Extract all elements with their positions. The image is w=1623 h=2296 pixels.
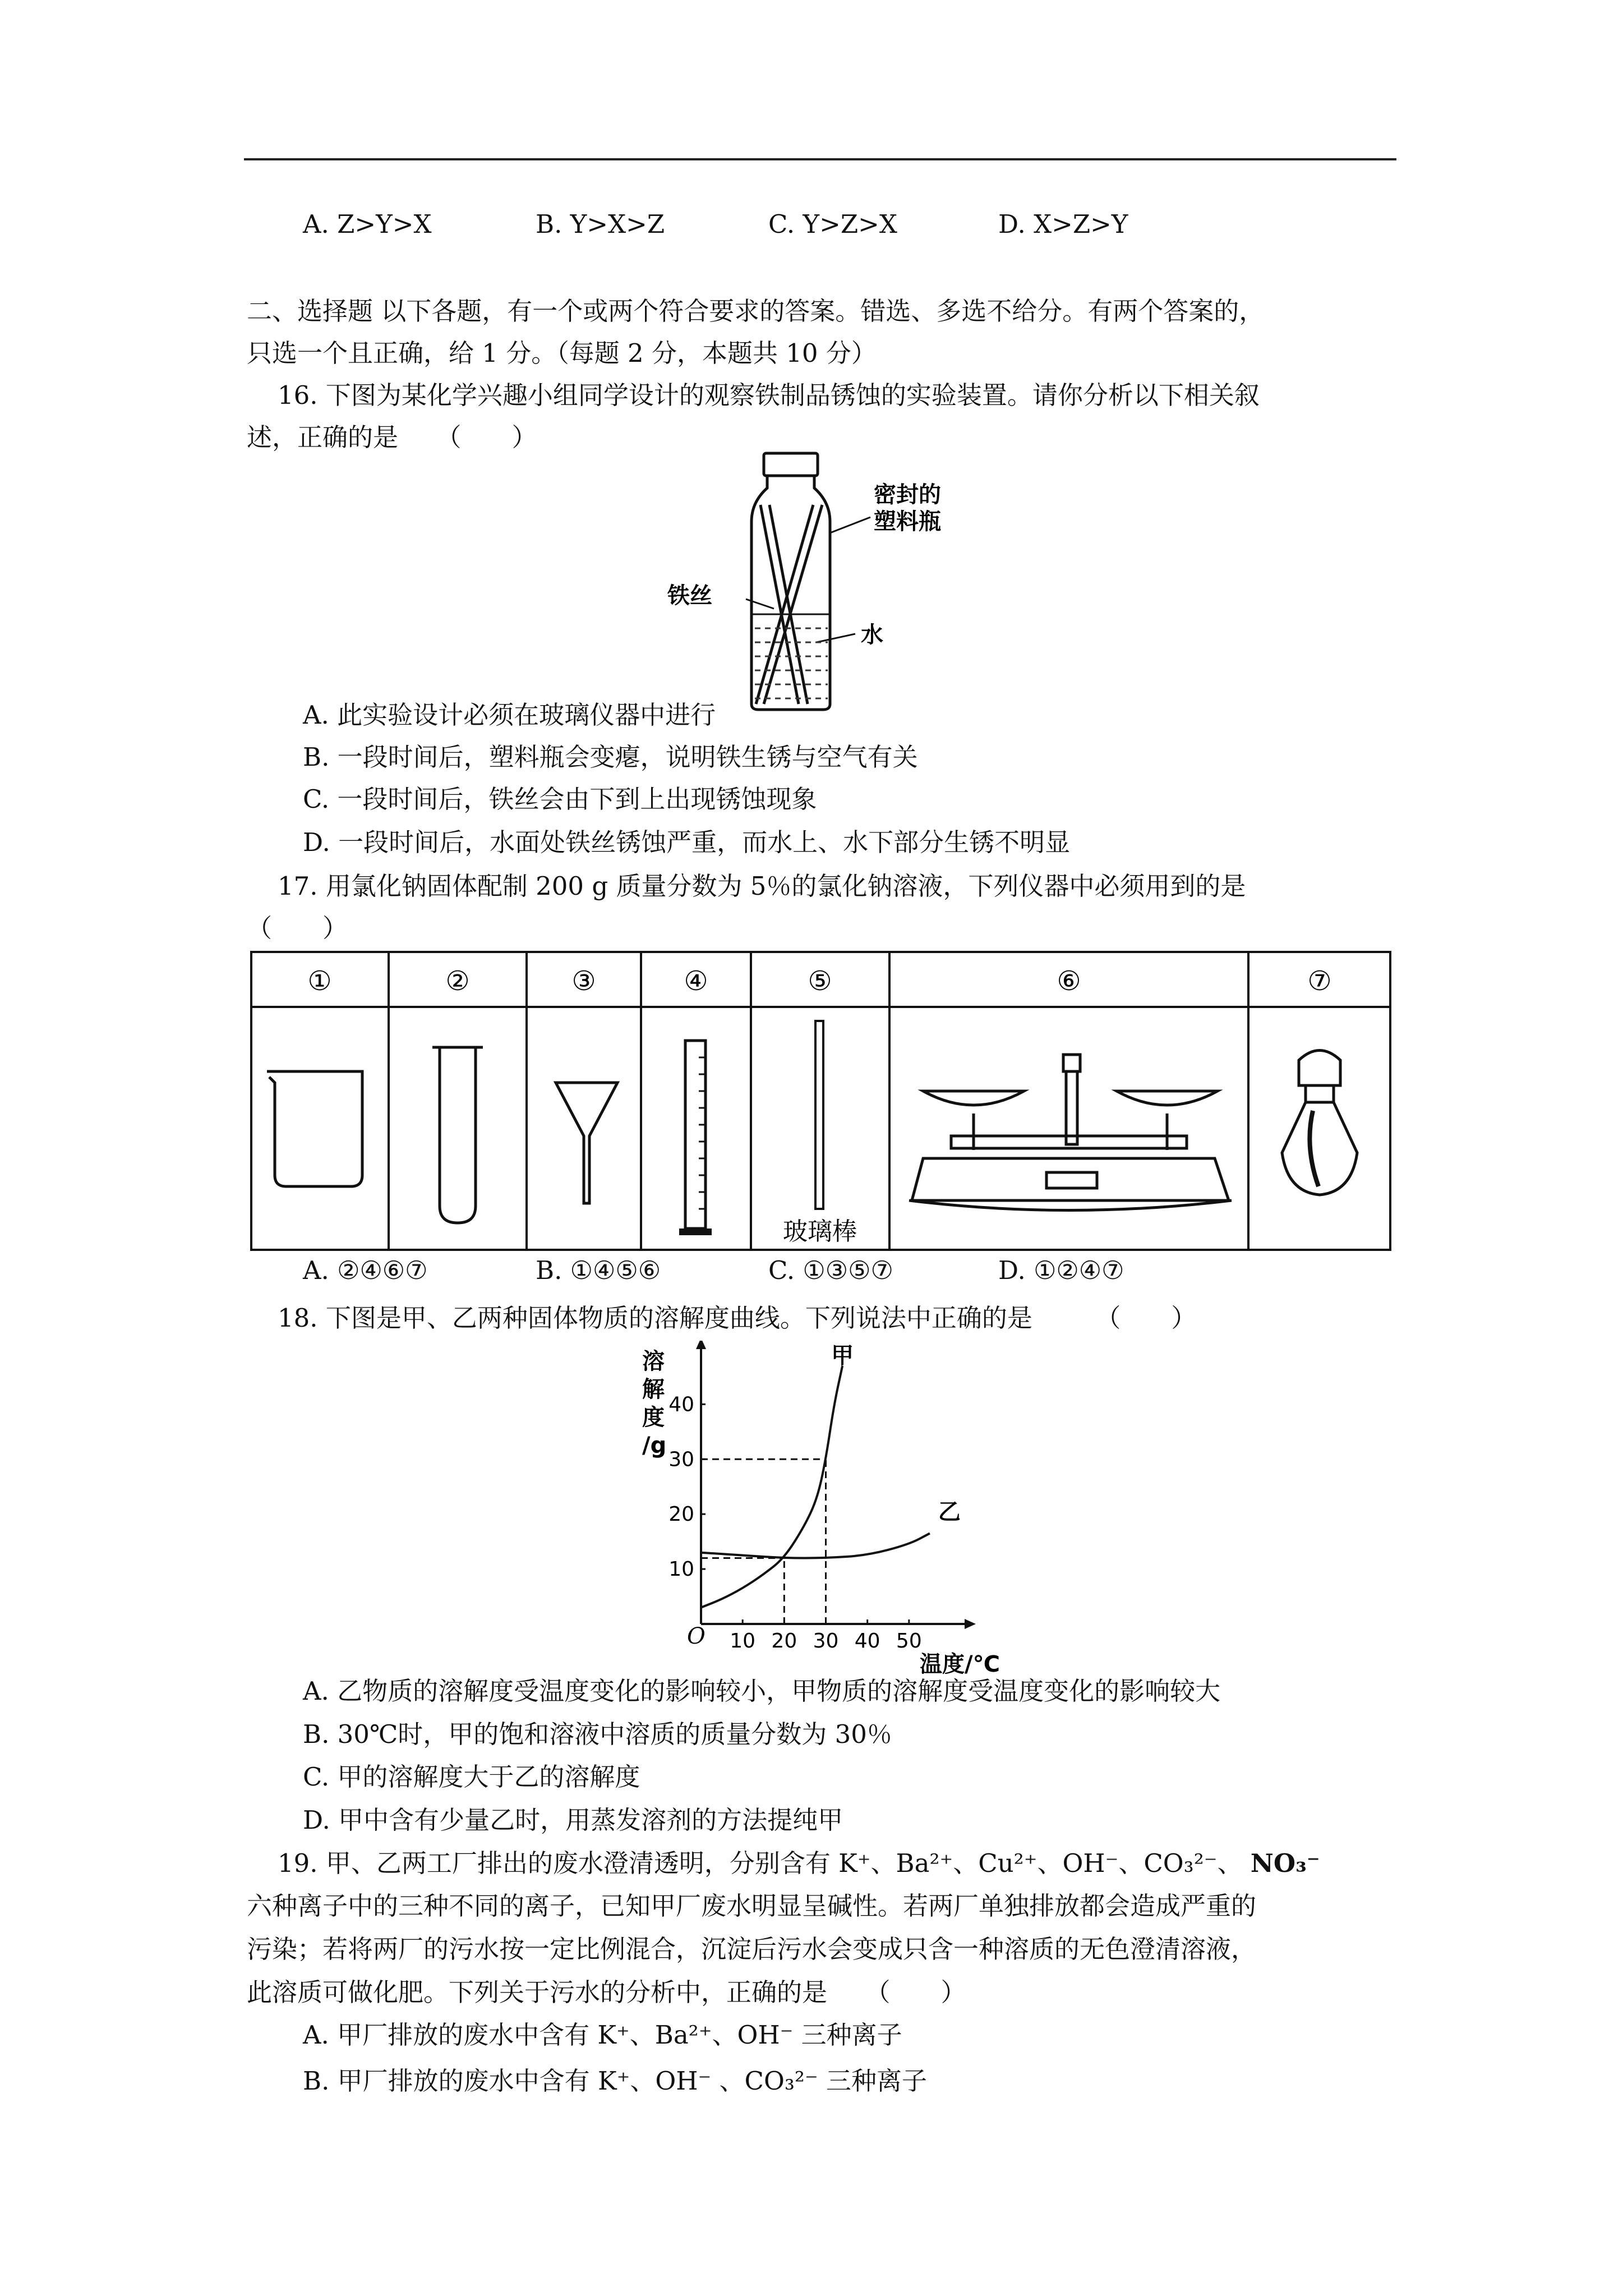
origin-label: O xyxy=(687,1623,706,1649)
iron-wire-2b xyxy=(756,505,813,704)
alcohol-lamp-icon xyxy=(1282,1051,1357,1195)
y-tick-label-20: 20 xyxy=(668,1503,694,1526)
q16-option-a: A. 此实验设计必须在玻璃仪器中进行 xyxy=(303,700,716,730)
q18-stem: 18. 下图是甲、乙两种固体物质的溶解度曲线。下列说法中正确的是 （ ） xyxy=(278,1303,1197,1333)
header-4: ④ xyxy=(684,965,708,997)
y-tick-label-40: 40 xyxy=(668,1393,694,1416)
x-axis-arrow xyxy=(965,1619,976,1629)
test-tube-icon xyxy=(432,1047,483,1223)
beaker-icon xyxy=(267,1071,362,1186)
header-6: ⑥ xyxy=(1057,965,1081,997)
q19-option-b: B. 甲厂排放的废水中含有 K⁺、OH⁻ 、CO₃²⁻ 三种离子 xyxy=(303,2066,928,2096)
glass-rod-label: 玻璃棒 xyxy=(783,1217,857,1246)
ylabel-char-2: 解 xyxy=(642,1377,665,1402)
q16-bottle-figure xyxy=(662,449,965,712)
y-tick-label-30: 30 xyxy=(668,1448,694,1471)
q17-option-d: D. ①②④⑦ xyxy=(998,1255,1124,1285)
q17-option-b: B. ①④⑤⑥ xyxy=(536,1255,661,1285)
q19-stem-line2: 六种离子中的三种不同的离子，已知甲厂废水明显呈碱性。若两厂单独排放都会造成严重的 xyxy=(247,1891,1257,1921)
y-tick-label-10: 10 xyxy=(668,1558,694,1581)
top-rule xyxy=(244,158,1396,160)
ylabel-char-3: 度 xyxy=(642,1405,665,1430)
solubility-chart xyxy=(634,1341,1015,1677)
bottle-label-1: 密封的 xyxy=(874,482,941,508)
ylabel-char-1: 溶 xyxy=(642,1349,665,1374)
q19-stem-line3: 污染；若将两厂的污水按一定比例混合，沉淀后污水会变成只含一种溶质的无色澄清溶液， xyxy=(247,1934,1257,1964)
glass-rod-icon xyxy=(815,1021,823,1209)
y-axis-arrow xyxy=(696,1341,706,1349)
prev-option-c: C. Y>Z>X xyxy=(768,209,897,239)
q19-option-a: A. 甲厂排放的废水中含有 K⁺、Ba²⁺、OH⁻ 三种离子 xyxy=(303,2020,902,2050)
q19-ions-text: 19. 甲、乙两工厂排出的废水澄清透明，分别含有 K⁺、Ba²⁺、Cu²⁺、OH⁻、CO₃²⁻、 xyxy=(278,1848,1243,1878)
q16-stem-line1: 16. 下图为某化学兴趣小组同学设计的观察铁制品锈蚀的实验装置。请你分析以下相关叙 xyxy=(278,380,1260,410)
q17-stem-line2: （ ） xyxy=(247,913,348,943)
bottle-cap xyxy=(764,453,818,476)
q19-nitrate: NO₃⁻ xyxy=(1250,1848,1320,1878)
q18-option-d: D. 甲中含有少量乙时，用蒸发溶剂的方法提纯甲 xyxy=(303,1805,843,1835)
prev-option-d: D. X>Z>Y xyxy=(998,209,1128,239)
q18-option-c: C. 甲的溶解度大于乙的溶解度 xyxy=(303,1762,640,1792)
q19-stem-line4: 此溶质可做化肥。下列关于污水的分析中，正确的是 （ ） xyxy=(247,1977,966,2007)
series-line-1 xyxy=(701,1533,930,1558)
x-tick-label-40: 40 xyxy=(854,1630,880,1653)
header-7: ⑦ xyxy=(1307,965,1332,997)
series-line-0 xyxy=(701,1366,842,1608)
q16-option-c: C. 一段时间后，铁丝会由下到上出现锈蚀现象 xyxy=(303,784,817,814)
x-tick-label-10: 10 xyxy=(730,1630,756,1653)
iron-wire-1b xyxy=(769,505,808,704)
ylabel-char-4: /g xyxy=(642,1433,667,1458)
series-label-0: 甲 xyxy=(831,1342,854,1369)
q16-stem-line2: 述，正确的是 （ ） xyxy=(247,422,537,452)
bottle-label-2: 塑料瓶 xyxy=(874,509,941,535)
header-1: ① xyxy=(307,965,332,997)
wire-label: 铁丝 xyxy=(667,583,712,609)
header-3: ③ xyxy=(571,965,596,997)
funnel-icon xyxy=(556,1083,617,1203)
series-label-1: 乙 xyxy=(938,1499,961,1525)
header-5: ⑤ xyxy=(808,965,832,997)
prev-option-a: A. Z>Y>X xyxy=(303,209,432,239)
q17-instrument-table xyxy=(250,951,1391,1251)
q18-option-b: B. 30℃时，甲的饱和溶液中溶质的质量分数为 30％ xyxy=(303,1719,892,1749)
q16-option-b: B. 一段时间后，塑料瓶会变瘪，说明铁生锈与空气有关 xyxy=(303,742,918,772)
prev-option-b: B. Y>X>Z xyxy=(536,209,665,239)
balance-icon xyxy=(909,1055,1232,1211)
section-heading-line1: 二、选择题 以下各题，有一个或两个符合要求的答案。错选、多选不给分。有两个答案的， xyxy=(247,296,1265,326)
q16-option-d: D. 一段时间后，水面处铁丝锈蚀严重，而水上、水下部分生锈不明显 xyxy=(303,827,1071,857)
water-label: 水 xyxy=(861,622,883,648)
xlabel: 温度/℃ xyxy=(920,1651,1000,1677)
q17-option-c: C. ①③⑤⑦ xyxy=(768,1255,893,1285)
x-tick-label-20: 20 xyxy=(771,1630,797,1653)
q17-stem-line1: 17. 用氯化钠固体配制 200 g 质量分数为 5％的氯化钠溶液，下列仪器中必须用到的是 xyxy=(278,871,1246,901)
x-tick-label-30: 30 xyxy=(813,1630,839,1653)
q19-stem-line1 xyxy=(278,1847,1320,1880)
graduated-cylinder-icon xyxy=(679,1041,712,1235)
header-2: ② xyxy=(445,965,470,997)
q17-option-a: A. ②④⑥⑦ xyxy=(303,1255,428,1285)
section-heading-line2: 只选一个且正确，给 1 分。（每题 2 分，本题共 10 分） xyxy=(247,338,877,368)
q18-option-a: A. 乙物质的溶解度受温度变化的影响较小，甲物质的溶解度受温度变化的影响较大 xyxy=(303,1676,1221,1706)
x-tick-label-50: 50 xyxy=(896,1630,922,1653)
